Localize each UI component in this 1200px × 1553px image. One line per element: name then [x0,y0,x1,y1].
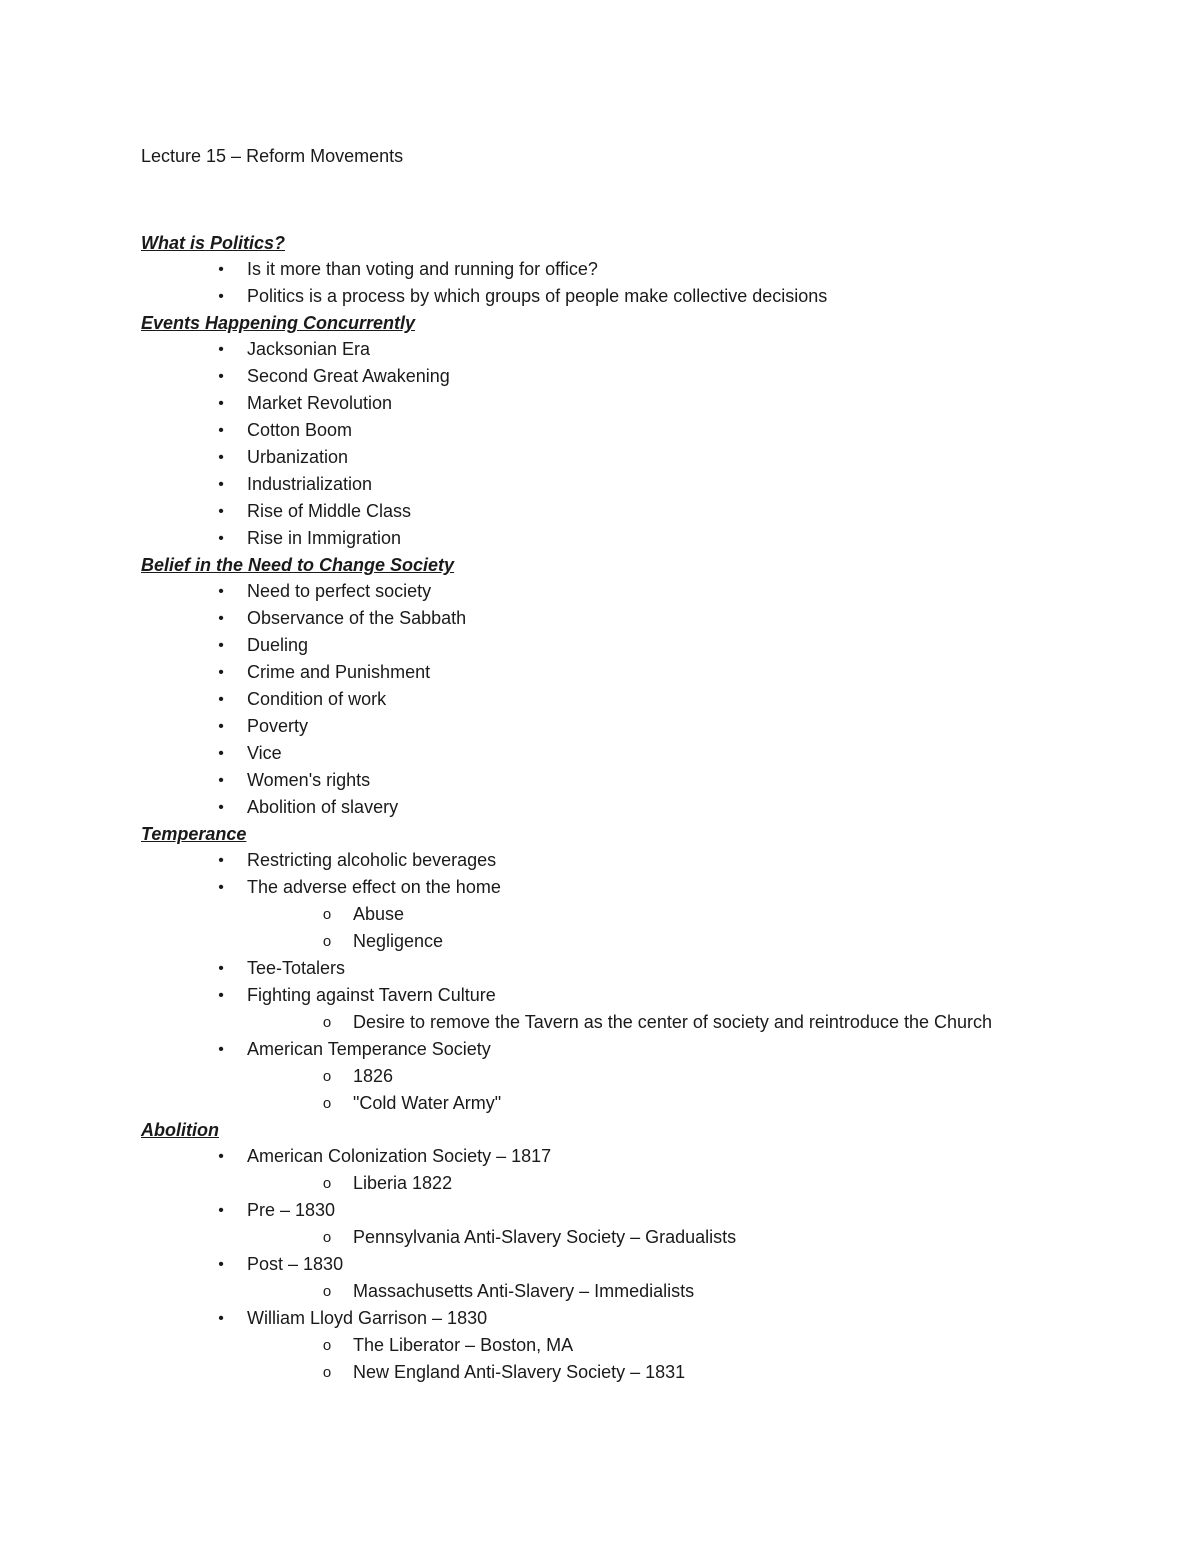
list-item [141,1036,1041,1063]
list-item-text: Rise of Middle Class [247,501,412,521]
bullet-icon: • [218,718,224,735]
bullet-icon: • [218,637,224,654]
list-item-text: Observance of the Sabbath [247,608,467,628]
list-item [141,686,1041,713]
sub-list-item [141,928,1041,955]
list-item-text: Post – 1830 [247,1254,344,1274]
bullet-icon: • [218,341,224,358]
list-item-text: The adverse effect on the home [247,877,501,897]
bullet-icon: • [218,691,224,708]
list-item [141,767,1041,794]
list-item [141,982,1041,1009]
list-item-text: Dueling [247,635,309,655]
sub-list-item [141,1063,1041,1090]
list-item [141,605,1041,632]
list-item [141,874,1041,901]
list-item-text: Second Great Awakening [247,366,450,386]
list-item [141,525,1041,552]
bullet-icon: • [218,476,224,493]
list-item-text: William Lloyd Garrison – 1830 [247,1308,488,1328]
sub-list-item-text: Liberia 1822 [353,1173,453,1193]
list-item-text: Market Revolution [247,393,393,413]
bullet-icon: • [218,288,224,305]
list-item [141,740,1041,767]
sub-bullet-icon: o [322,906,332,923]
list-item-text: Women's rights [247,770,371,790]
document-body [141,230,1041,1386]
sub-bullet-icon: o [322,1095,332,1112]
document-title: Lecture 15 – Reform Movements [141,146,404,166]
list-item-text: American Colonization Society – 1817 [247,1146,552,1166]
list-item [141,847,1041,874]
bullet-icon: • [218,610,224,627]
list-item-text: Rise in Immigration [247,528,402,548]
bullet-icon: • [218,449,224,466]
list-item [141,632,1041,659]
list-item [141,578,1041,605]
sub-list-item-text: Negligence [353,931,444,951]
sub-list-item [141,1009,993,1036]
bullet-icon: • [218,503,224,520]
sub-list-item [141,901,1041,928]
sub-bullet-icon: o [322,1364,332,1381]
sub-list-item [141,1332,1041,1359]
section-heading: What is Politics? [141,233,286,253]
list-item [141,1143,1041,1170]
list-item [141,471,1041,498]
sub-list-item [141,1224,1041,1251]
list-item [141,659,1041,686]
sub-list-item [141,1170,1041,1197]
list-item-text: Cotton Boom [247,420,353,440]
list-item-text: Condition of work [247,689,387,709]
bullet-icon: • [218,395,224,412]
bullet-icon: • [218,1256,224,1273]
sub-list-item-text: "Cold Water Army" [353,1093,502,1113]
list-item-text: Industrialization [247,474,373,494]
bullet-icon: • [218,987,224,1004]
list-item [141,713,1041,740]
list-item-text: Urbanization [247,447,349,467]
bullet-icon: • [218,664,224,681]
sub-bullet-icon: o [322,1283,332,1300]
bullet-icon: • [218,799,224,816]
list-item-text: Pre – 1830 [247,1200,336,1220]
list-item-text: Crime and Punishment [247,662,431,682]
bullet-icon: • [218,852,224,869]
sub-list-item [141,1278,1041,1305]
bullet-icon: • [218,1041,224,1058]
list-item [141,955,1041,982]
bullet-icon: • [218,422,224,439]
list-item-text: Is it more than voting and running for office? [247,259,598,279]
list-item [141,794,1041,821]
list-item [141,363,1041,390]
list-item [141,1197,1041,1224]
sub-list-item-text: Pennsylvania Anti-Slavery Society – Gradualists [353,1227,737,1247]
list-item [141,417,1041,444]
bullet-icon: • [218,772,224,789]
sub-bullet-icon: o [322,1337,332,1354]
sub-bullet-icon: o [322,933,332,950]
list-item [141,336,1041,363]
list-item [141,498,1041,525]
bullet-icon: • [218,1148,224,1165]
list-item-text: Vice [247,743,282,763]
list-item-text: Politics is a process by which groups of people make collective decisions [247,286,828,306]
list-item [141,390,1041,417]
sub-list-item-text: 1826 [353,1066,394,1086]
sub-list-item-text: New England Anti-Slavery Society – 1831 [353,1362,686,1382]
list-item [141,444,1041,471]
bullet-icon: • [218,1310,224,1327]
sub-bullet-icon: o [322,1068,332,1085]
sub-bullet-icon: o [322,1175,332,1192]
list-item-text: Jacksonian Era [247,339,371,359]
sub-list-item-text: Massachusetts Anti-Slavery – Immedialists [353,1281,695,1301]
sub-bullet-icon: o [322,1014,332,1031]
bullet-icon: • [218,1202,224,1219]
sub-list-item-text: Desire to remove the Tavern as the center of society and reintroduce the Church [353,1012,993,1032]
list-item-text: Restricting alcoholic beverages [247,850,497,870]
list-item [141,1305,1041,1332]
section-heading: Events Happening Concurrently [141,313,416,333]
list-item [141,283,1041,310]
sub-list-item-text: Abuse [353,904,405,924]
list-item-text: Tee-Totalers [247,958,346,978]
bullet-icon: • [218,745,224,762]
list-item [141,1251,1041,1278]
list-item-text: Poverty [247,716,309,736]
sub-list-item [141,1090,1041,1117]
bullet-icon: • [218,879,224,896]
section-heading: Abolition [141,1120,219,1140]
list-item-text: American Temperance Society [247,1039,491,1059]
list-item-text: Need to perfect society [247,581,432,601]
bullet-icon: • [218,960,224,977]
section-heading: Temperance [141,824,247,844]
sub-bullet-icon: o [322,1229,332,1246]
bullet-icon: • [218,261,224,278]
sub-list-item [141,1359,1041,1386]
bullet-icon: • [218,583,224,600]
bullet-icon: • [218,368,224,385]
list-item-text: Abolition of slavery [247,797,399,817]
list-item [141,256,1041,283]
section-heading: Belief in the Need to Change Society [141,555,455,575]
list-item-text: Fighting against Tavern Culture [247,985,496,1005]
bullet-icon: • [218,530,224,547]
sub-list-item-text: The Liberator – Boston, MA [353,1335,574,1355]
